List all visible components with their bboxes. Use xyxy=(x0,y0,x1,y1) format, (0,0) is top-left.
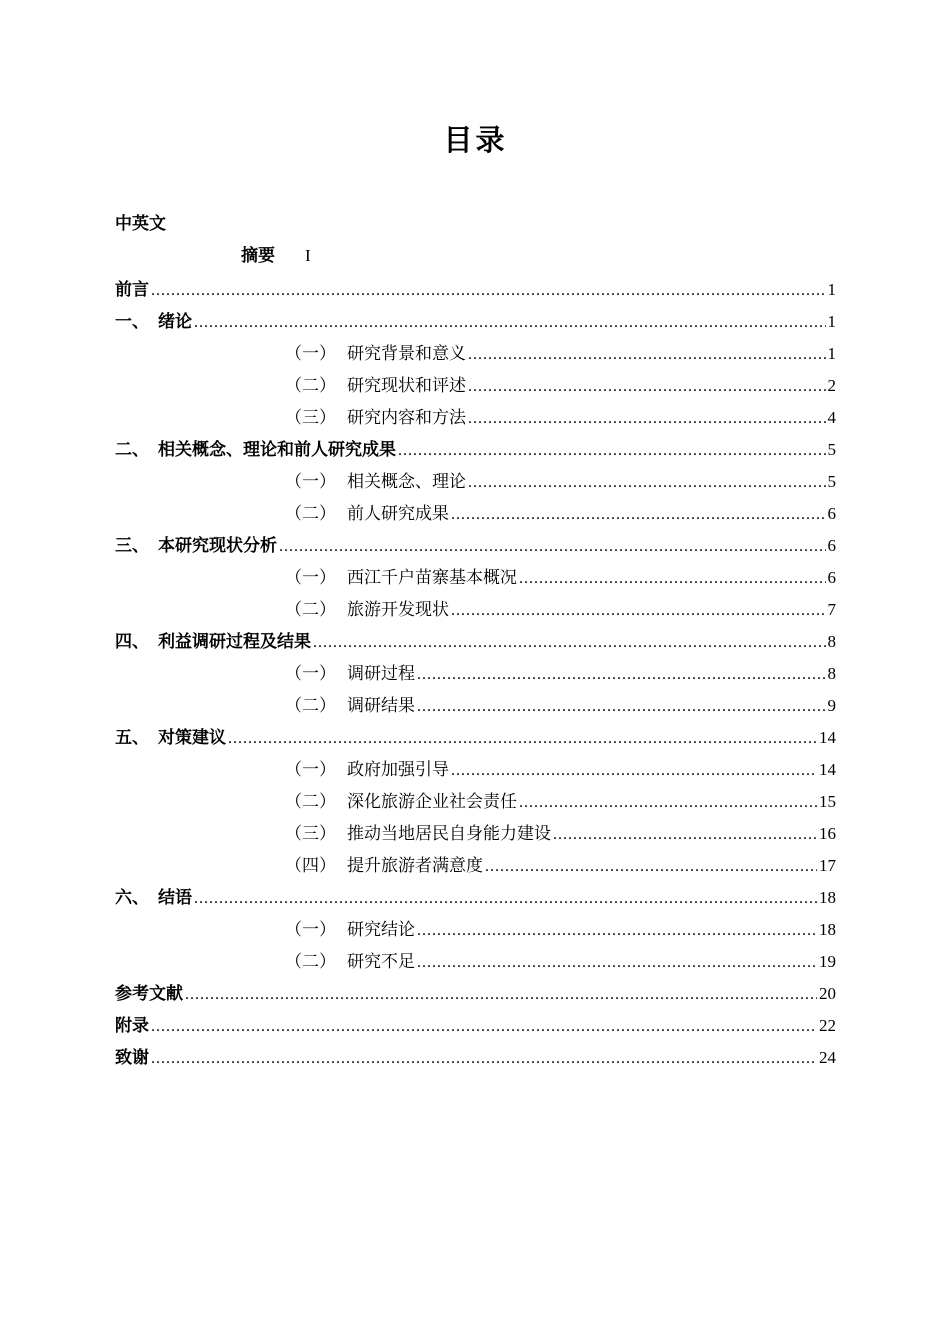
toc-page-number: 15 xyxy=(819,792,836,811)
toc-entry-label: 附录 xyxy=(115,1016,149,1035)
dot-leader xyxy=(485,851,817,883)
toc-list xyxy=(115,274,836,1074)
toc-page-number: 2 xyxy=(827,376,836,395)
toc-page-number: 16 xyxy=(819,824,836,843)
abstract-page-number: I xyxy=(305,246,311,265)
toc-row xyxy=(115,786,836,818)
toc-row xyxy=(115,850,836,882)
toc-row xyxy=(115,434,836,466)
toc-entry-number: （三） xyxy=(285,824,336,843)
toc-entry-label: 研究不足 xyxy=(347,952,415,971)
dot-leader xyxy=(468,403,826,435)
dot-leader xyxy=(451,755,817,787)
toc-entry-label: 深化旅游企业社会责任 xyxy=(347,792,517,811)
toc-entry-number: （一） xyxy=(285,664,336,683)
toc-entry-label: 相关概念、理论和前人研究成果 xyxy=(158,440,396,459)
toc-row xyxy=(115,466,836,498)
toc-entry-number: 三、 xyxy=(115,536,149,555)
toc-entry-label: 研究现状和评述 xyxy=(347,376,466,395)
toc-row xyxy=(115,338,836,370)
toc-entry-number: 一、 xyxy=(115,312,149,331)
toc-entry-number: （一） xyxy=(285,920,336,939)
dot-leader xyxy=(228,723,817,755)
toc-page-number: 6 xyxy=(827,536,836,555)
front-matter-label: 中英文 xyxy=(115,214,166,233)
toc-entry-label: 前言 xyxy=(115,280,149,299)
toc-row xyxy=(115,914,836,946)
toc-page-number: 19 xyxy=(819,952,836,971)
toc-entry-number: （二） xyxy=(285,952,336,971)
toc-entry-label: 结语 xyxy=(158,888,192,907)
toc-row xyxy=(115,754,836,786)
toc-row xyxy=(115,594,836,626)
abstract-label: 摘要 xyxy=(241,246,275,265)
dot-leader xyxy=(151,1043,817,1075)
toc-row xyxy=(115,530,836,562)
toc-entry-number: 五、 xyxy=(115,728,149,747)
toc-page-number: 22 xyxy=(819,1016,836,1035)
dot-leader xyxy=(417,691,826,723)
toc-entry-label: 西江千户苗寨基本概况 xyxy=(347,568,517,587)
toc-row xyxy=(115,882,836,914)
toc-page-number: 17 xyxy=(819,856,836,875)
toc-page-number: 9 xyxy=(827,696,836,715)
toc-entry-number: （二） xyxy=(285,696,336,715)
dot-leader xyxy=(398,435,826,467)
dot-leader xyxy=(468,339,826,371)
dot-leader xyxy=(417,659,826,691)
toc-page-number: 1 xyxy=(827,312,836,331)
front-matter xyxy=(115,208,836,272)
toc-entry-label: 绪论 xyxy=(158,312,192,331)
toc-entry-label: 致谢 xyxy=(115,1048,149,1067)
toc-page-number: 18 xyxy=(819,888,836,907)
toc-page-number: 14 xyxy=(819,728,836,747)
toc-entry-label: 政府加强引导 xyxy=(347,760,449,779)
dot-leader xyxy=(417,915,817,947)
dot-leader xyxy=(313,627,826,659)
toc-entry-number: （四） xyxy=(285,856,336,875)
toc-entry-label: 提升旅游者满意度 xyxy=(347,856,483,875)
toc-page-number: 18 xyxy=(819,920,836,939)
abstract-row xyxy=(115,240,836,272)
toc-row xyxy=(115,658,836,690)
dot-leader xyxy=(185,979,817,1011)
toc-row xyxy=(115,978,836,1010)
dot-leader xyxy=(519,563,826,595)
toc-entry-number: （二） xyxy=(285,504,336,523)
toc-page-number: 8 xyxy=(827,632,836,651)
toc-page-number: 14 xyxy=(819,760,836,779)
toc-entry-label: 对策建议 xyxy=(158,728,226,747)
toc-entry-number: （一） xyxy=(285,568,336,587)
toc-row xyxy=(115,626,836,658)
dot-leader xyxy=(451,499,826,531)
toc-entry-label: 参考文献 xyxy=(115,984,183,1003)
toc-entry-label: 推动当地居民自身能力建设 xyxy=(347,824,551,843)
toc-entry-label: 前人研究成果 xyxy=(347,504,449,523)
dot-leader xyxy=(194,307,826,339)
toc-page-number: 20 xyxy=(819,984,836,1003)
toc-entry-number: 二、 xyxy=(115,440,149,459)
toc-entry-label: 相关概念、理论 xyxy=(347,472,466,491)
toc-row xyxy=(115,1010,836,1042)
dot-leader xyxy=(519,787,817,819)
dot-leader xyxy=(468,467,826,499)
toc-row xyxy=(115,1042,836,1074)
toc-row xyxy=(115,818,836,850)
toc-entry-number: （一） xyxy=(285,344,336,363)
toc-entry-label: 调研结果 xyxy=(347,696,415,715)
toc-entry-number: （二） xyxy=(285,792,336,811)
toc-page-number: 1 xyxy=(827,344,836,363)
toc-page-number: 8 xyxy=(827,664,836,683)
toc-entry-label: 研究内容和方法 xyxy=(347,408,466,427)
toc-entry-label: 研究结论 xyxy=(347,920,415,939)
toc-page-number: 6 xyxy=(827,504,836,523)
toc-entry-number: 六、 xyxy=(115,888,149,907)
toc-page-number: 6 xyxy=(827,568,836,587)
dot-leader xyxy=(451,595,826,627)
toc-entry-label: 利益调研过程及结果 xyxy=(158,632,311,651)
toc-row xyxy=(115,946,836,978)
toc-entry-label: 本研究现状分析 xyxy=(158,536,277,555)
toc-title: 目录 xyxy=(443,125,508,157)
toc-entry-label: 旅游开发现状 xyxy=(347,600,449,619)
toc-row xyxy=(115,722,836,754)
toc-row xyxy=(115,690,836,722)
toc-row xyxy=(115,370,836,402)
dot-leader xyxy=(194,883,817,915)
toc-entry-number: （二） xyxy=(285,376,336,395)
toc-entry-number: （一） xyxy=(285,472,336,491)
toc-entry-number: （一） xyxy=(285,760,336,779)
toc-row xyxy=(115,306,836,338)
toc-row xyxy=(115,274,836,306)
toc-row xyxy=(115,562,836,594)
toc-page-number: 4 xyxy=(827,408,836,427)
toc-entry-label: 研究背景和意义 xyxy=(347,344,466,363)
toc-page-number: 1 xyxy=(827,280,836,299)
dot-leader xyxy=(279,531,826,563)
toc-page-number: 7 xyxy=(827,600,836,619)
front-matter-row xyxy=(115,208,836,240)
toc-entry-number: （二） xyxy=(285,600,336,619)
toc-entry-number: （三） xyxy=(285,408,336,427)
dot-leader xyxy=(151,275,826,307)
toc-row xyxy=(115,402,836,434)
dot-leader xyxy=(417,947,817,979)
toc-page-number: 5 xyxy=(827,440,836,459)
toc-page-number: 24 xyxy=(819,1048,836,1067)
dot-leader xyxy=(553,819,817,851)
dot-leader xyxy=(151,1011,817,1043)
toc-entry-label: 调研过程 xyxy=(347,664,415,683)
toc-entry-number: 四、 xyxy=(115,632,149,651)
toc-row xyxy=(115,498,836,530)
toc-page-number: 5 xyxy=(827,472,836,491)
dot-leader xyxy=(468,371,826,403)
